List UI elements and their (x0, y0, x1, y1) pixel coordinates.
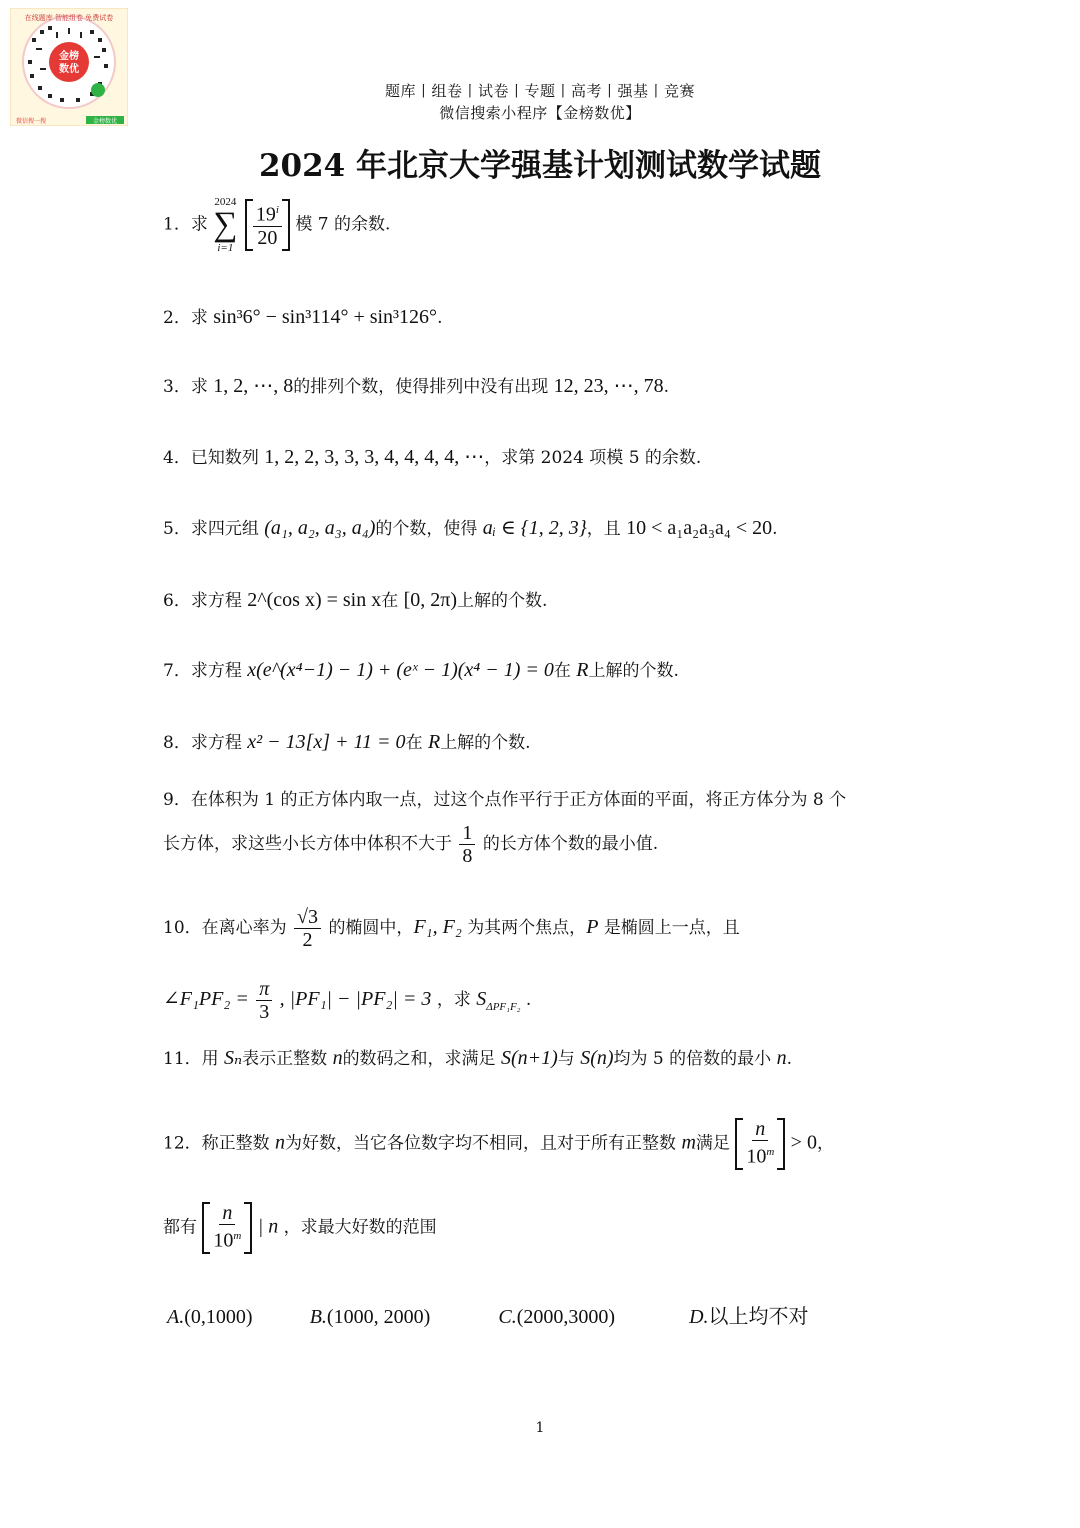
option-c[interactable]: C.(2000,3000) (498, 1306, 616, 1328)
question-8: 8．求方程 x² − 13[x] + 11 = 0在 R上解的个数. (163, 731, 531, 753)
question-6: 6．求方程 2^(cos x) = sin x在 [0, 2π)上解的个数. (163, 589, 548, 611)
question-3: 3．求 1, 2, ⋯, 8的排列个数，使得排列中没有出现 12, 23, ⋯, 78. (163, 375, 670, 397)
question-5: 5．求四元组 (a₁, a₂, a₃, a₄)的个数，使得 aᵢ ∈ {1, 2, 3}，且 10 < a₁a₂a₃a₄ < 20. (163, 517, 778, 539)
header-search-line: 微信搜索小程序【金榜数优】 (439, 104, 641, 122)
question-4: 4．已知数列 1, 2, 2, 3, 3, 3, 4, 4, 4, 4, ⋯，求第 2024 项模 5 的余数. (163, 446, 702, 468)
question-12-line-2: 都有 $\frac{n}{10^m}$ | n ，求最大好数的范围 (163, 1202, 437, 1254)
question-7: 7．求方程 x(e^(x⁴−1) − 1) + (eˣ − 1)(x⁴ − 1) = 0在 R上解的个数. (163, 659, 679, 681)
question-2: 2．求 sin³6° − sin³114° + sin³126°. (163, 306, 443, 328)
question-10-line-2: ∠F₁PF₂ = $\frac{\pi}{3}$ , |PF₁| − |PF₂| = 3 ，求 $S_{\Delta PF_1F_2}$ . (163, 978, 532, 1023)
page-number: 1 (535, 1420, 545, 1436)
svg-text:金榜: 金榜 (59, 51, 79, 62)
option-b[interactable]: B.(1000, 2000) (309, 1306, 431, 1328)
svg-text:微信搜一搜: 微信搜一搜 (16, 118, 47, 125)
question-12-line-1: 12．称正整数 n为好数，当它各位数字均不相同，且对于所有正整数 m满足 $\frac{n}{10^m}$ > 0， (163, 1118, 834, 1170)
question-9-line-1: 9．在体积为 1 的正方体内取一点，过这个点作平行于正方体面的平面，将正方体分为 8 个 (163, 790, 847, 810)
question-1: 1．求 2024 ∑ i=1 $\frac{19^i}{20}$ 模 7 的余数. (163, 196, 391, 254)
question-11: 11．用 Sₙ表示正整数 n的数码之和，求满足 S(n+1)与 S(n)均为 5 的倍数的最小 n. (163, 1047, 792, 1069)
option-d[interactable]: D.以上均不对 (689, 1306, 809, 1328)
svg-text:在线题库 智能组卷 免费试卷: 在线题库 智能组卷 免费试卷 (24, 14, 114, 22)
question-10-line-1: 10．在离心率为 $\frac{√3}{2}$ 的椭圆中，F₁, F₂ 为其两个焦点，P 是椭圆上一点，且 (163, 906, 740, 951)
header-nav-line: 题库丨组卷丨试卷丨专题丨高考丨强基丨竞赛 (384, 82, 695, 100)
svg-text:数优: 数优 (59, 64, 79, 75)
option-a[interactable]: A.(0,1000) (167, 1306, 253, 1328)
question-9-line-2: 长方体，求这些小长方体中体积不大于 $\frac{1}{8}$ 的长方体个数的最小值. (163, 822, 659, 867)
svg-text:金榜数优: 金榜数优 (92, 118, 118, 125)
page-title: 2024 年北京大学强基计划测试数学试题 (258, 148, 822, 184)
answer-options (167, 1300, 809, 1329)
